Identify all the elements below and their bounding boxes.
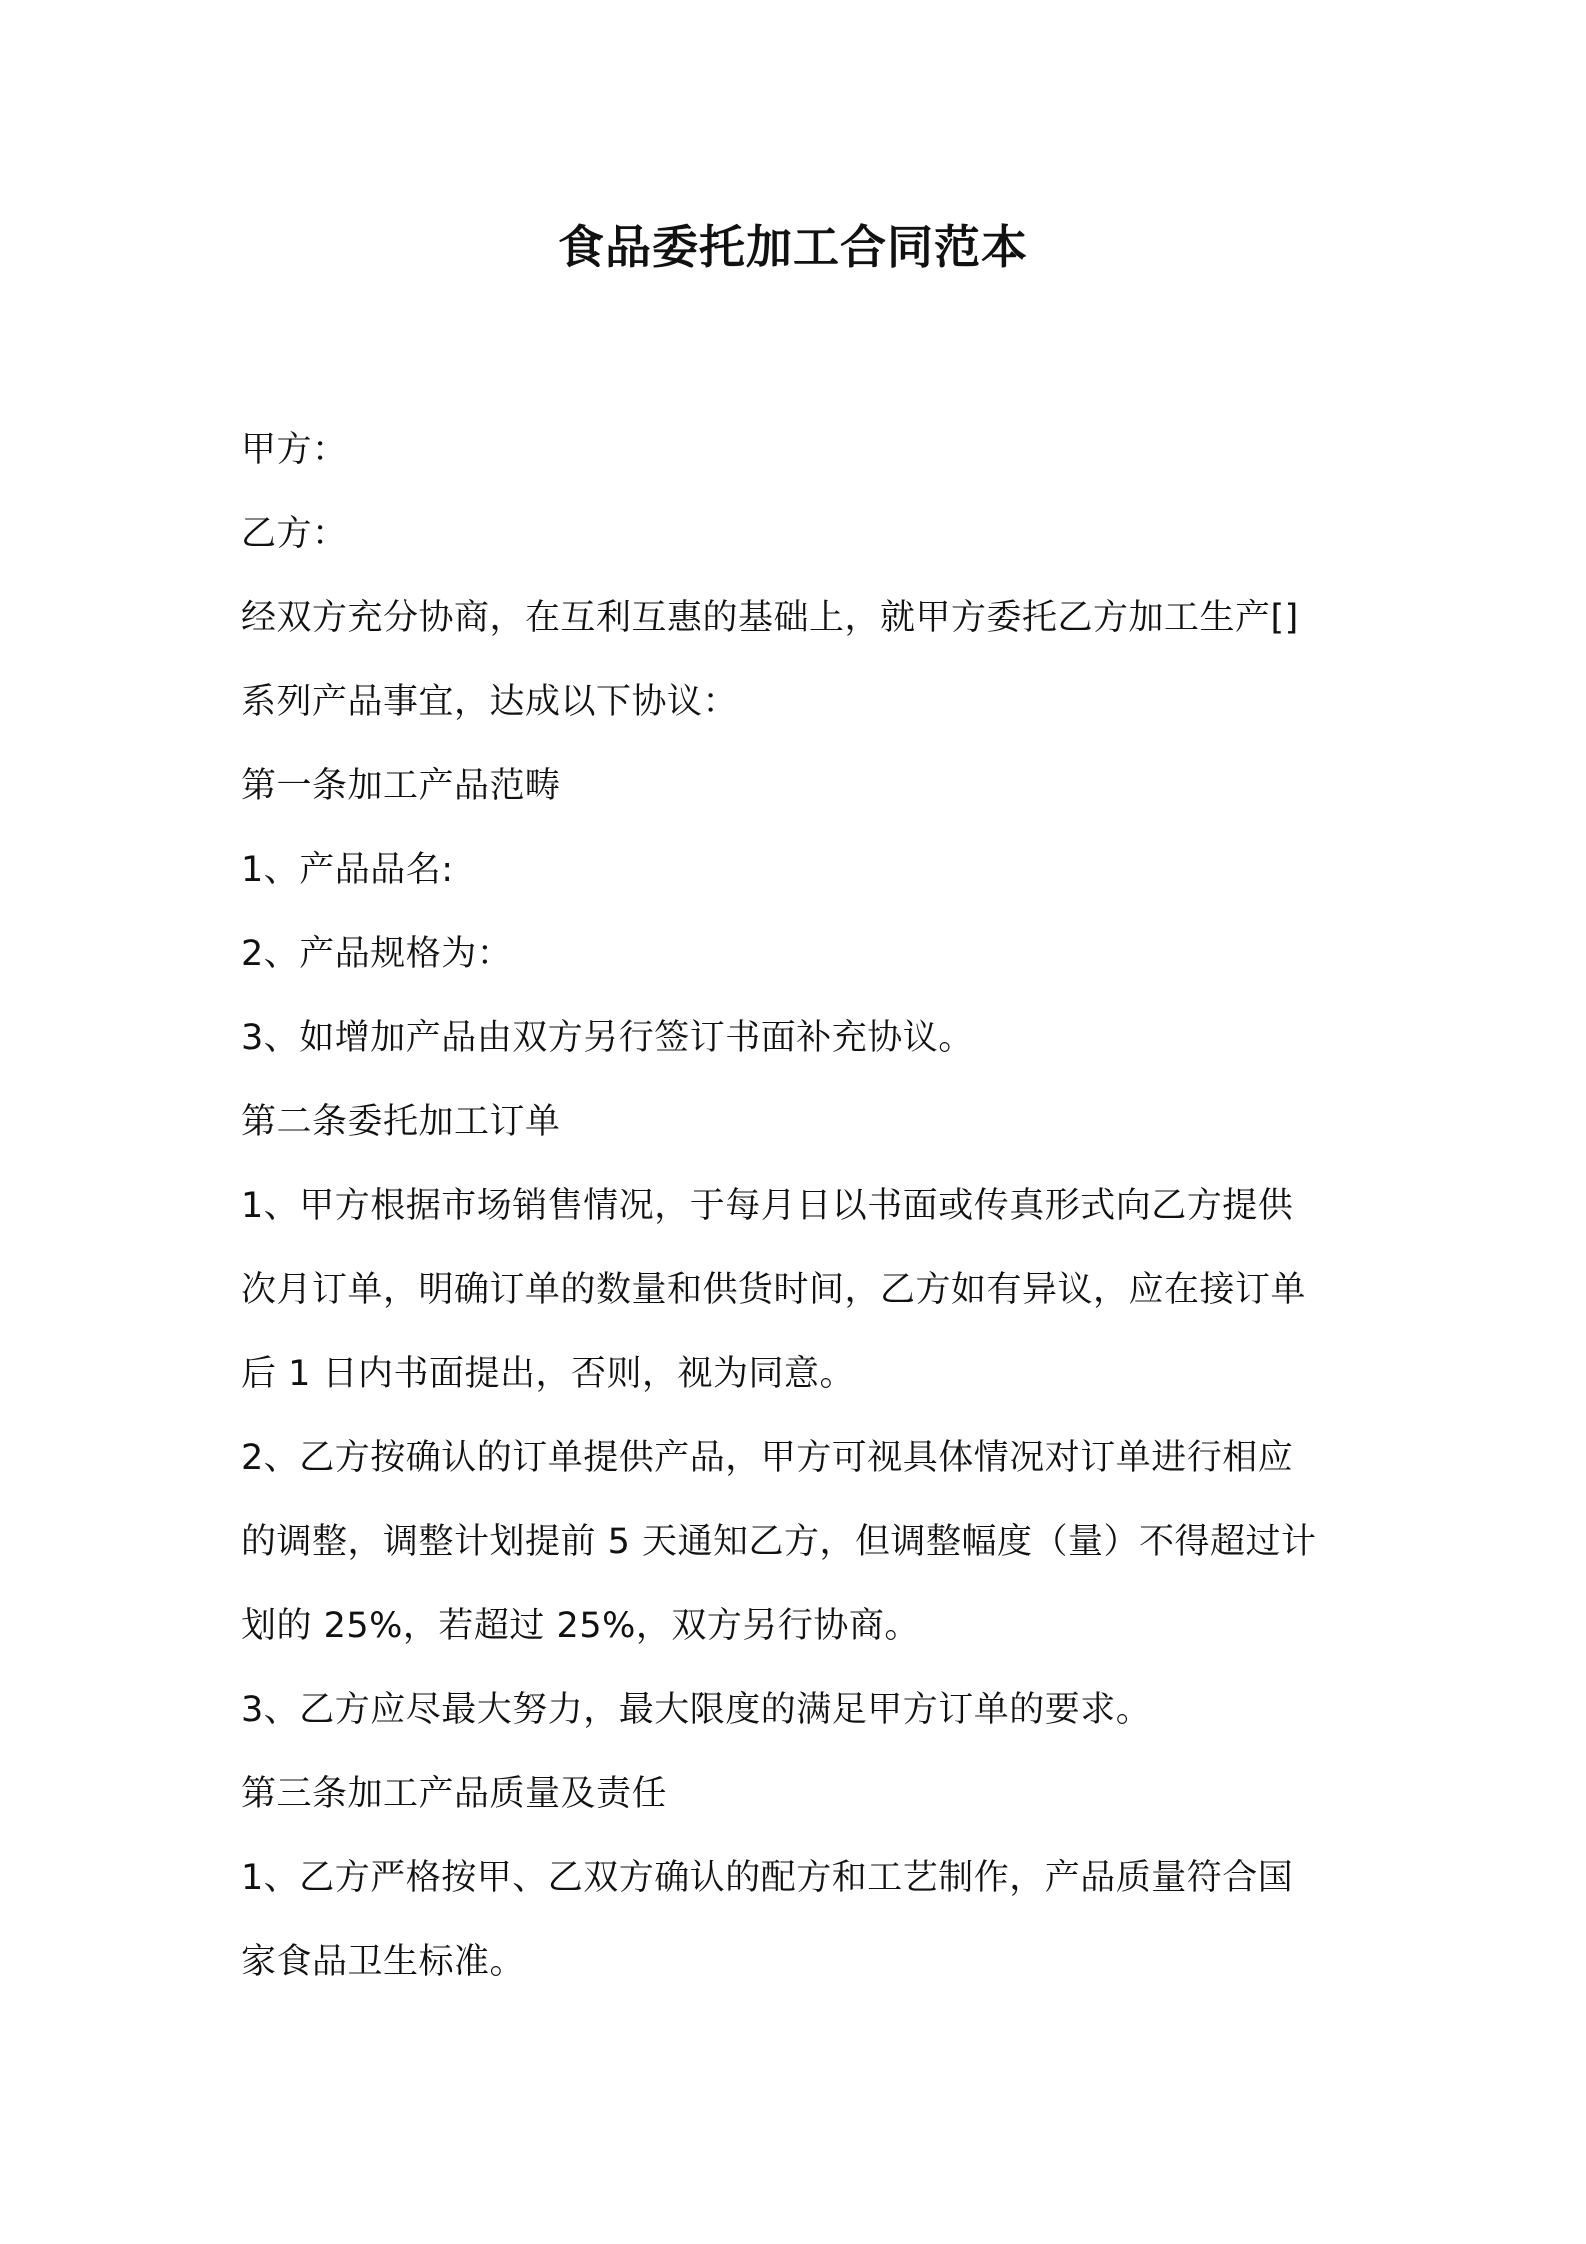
clause-line: 家食品卫生标准。	[241, 1942, 526, 1982]
clause-line: 2、产品规格为：	[241, 934, 513, 974]
clause-line: 1、甲方根据市场销售情况，于每月日以书面或传真形式向乙方提供	[241, 1186, 1294, 1226]
article-heading: 第一条加工产品范畴	[241, 766, 561, 806]
clause-line: 3、乙方应尽最大努力，最大限度的满足甲方订单的要求。	[241, 1690, 1152, 1730]
party-b-line: 乙方：	[241, 514, 348, 554]
party-a-line: 甲方：	[241, 430, 348, 470]
clause-line: 2、乙方按确认的订单提供产品，甲方可视具体情况对订单进行相应	[241, 1438, 1294, 1478]
clause-line: 后 1 日内书面提出，否则，视为同意。	[241, 1354, 856, 1394]
clause-line: 的调整，调整计划提前 5 天通知乙方，但调整幅度（量）不得超过计	[241, 1522, 1317, 1562]
clause-line: 1、产品品名:	[241, 850, 454, 890]
clause-line: 次月订单，明确订单的数量和供货时间，乙方如有异议，应在接订单	[241, 1270, 1307, 1310]
preamble-line: 系列产品事宜，达成以下协议：	[241, 682, 739, 722]
clause-line: 3、如增加产品由双方另行签订书面补充协议。	[241, 1018, 974, 1058]
clause-line: 1、乙方严格按甲、乙双方确认的配方和工艺制作，产品质量符合国	[241, 1858, 1294, 1898]
clause-line: 划的 25%，若超过 25%，双方另行协商。	[241, 1606, 920, 1646]
preamble-line: 经双方充分协商，在互利互惠的基础上，就甲方委托乙方加工生产[]	[241, 598, 1299, 638]
article-heading: 第三条加工产品质量及责任	[241, 1774, 668, 1814]
document-body	[241, 408, 1351, 2004]
document-title: 食品委托加工合同范本	[558, 220, 1028, 274]
article-heading: 第二条委托加工订单	[241, 1102, 561, 1142]
